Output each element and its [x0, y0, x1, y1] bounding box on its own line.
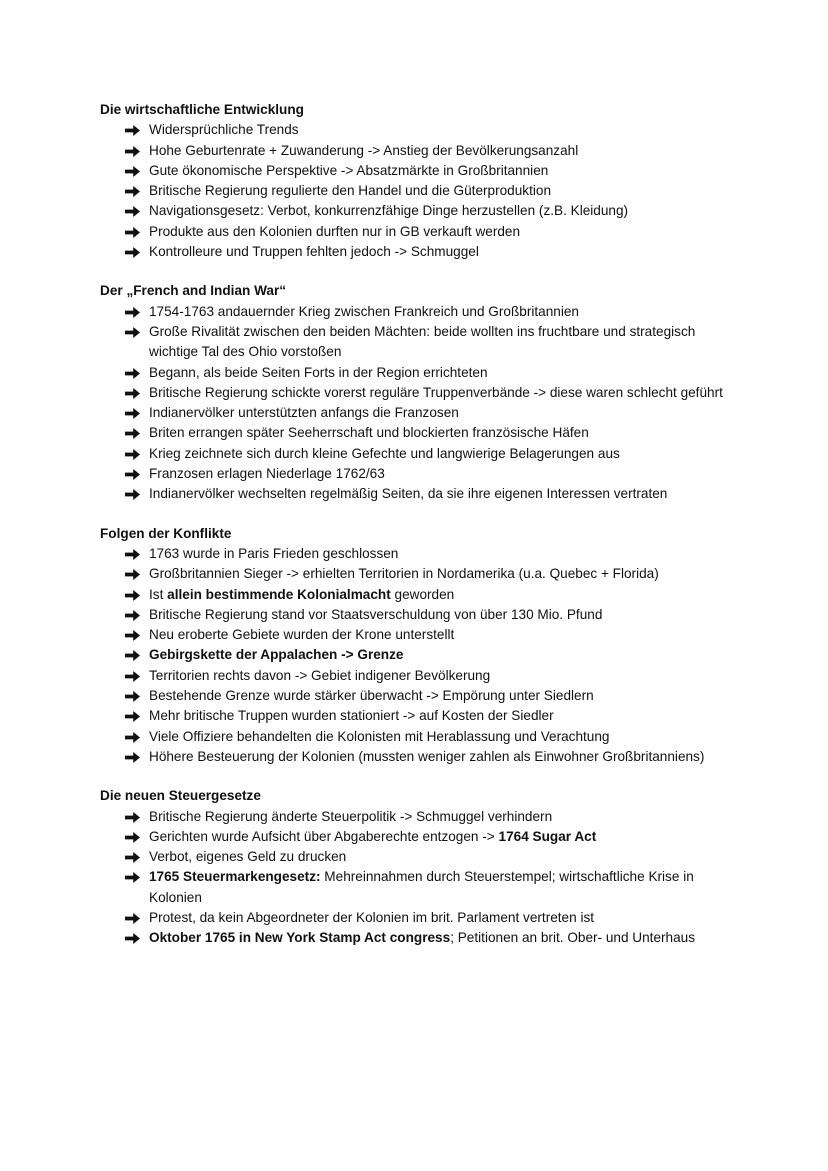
list-item-text	[149, 324, 695, 359]
arrow-bullet-icon	[125, 469, 140, 480]
arrow-bullet-icon	[125, 569, 140, 580]
text-run: Neu eroberte Gebiete wurden der Krone unterstellt	[149, 627, 455, 643]
list-item-text	[149, 203, 628, 218]
list-item-text	[149, 749, 704, 764]
text-run: Höhere Besteuerung der Kolonien (mussten weniger zahlen als Einwohner Großbritanniens)	[149, 748, 705, 764]
arrow-bullet-icon	[125, 388, 140, 399]
text-run: geworden	[390, 586, 455, 602]
list-item-text	[149, 688, 594, 703]
bullet-list	[100, 120, 740, 262]
list-item-text	[149, 425, 589, 440]
bullet-list	[100, 544, 740, 767]
text-run: Britische Regierung änderte Steuerpolitik -> Schmuggel verhindern	[149, 808, 553, 824]
arrow-bullet-icon	[125, 549, 140, 560]
arrow-bullet-icon	[125, 408, 140, 419]
list-item	[100, 363, 740, 383]
arrow-bullet-icon	[125, 732, 140, 743]
text-run: 1763 wurde in Paris Frieden geschlossen	[149, 545, 399, 561]
text-run: Viele Offiziere behandelten die Kolonisten mit Herablassung und Verachtung	[149, 728, 610, 744]
list-item	[100, 645, 740, 665]
arrow-bullet-icon	[125, 146, 140, 157]
text-run: Franzosen erlagen Niederlage 1762/63	[149, 466, 385, 482]
text-run: Mehr britische Truppen wurden stationiert -> auf Kosten der Siedler	[149, 708, 554, 724]
list-item	[100, 161, 740, 181]
list-item	[100, 302, 740, 322]
list-item-text	[149, 627, 454, 642]
text-run: Navigationsgesetz: Verbot, konkurrenzfähige Dinge herzustellen (z.B. Kleidung)	[149, 203, 629, 219]
arrow-bullet-icon	[125, 691, 140, 702]
list-item	[100, 201, 740, 221]
text-run: Gerichten wurde Aufsicht über Abgaberechte entzogen ->	[149, 828, 499, 844]
list-item-text	[149, 466, 385, 481]
list-item	[100, 181, 740, 201]
section-title: Der „French and Indian War“	[100, 283, 287, 299]
list-item-text	[149, 304, 579, 319]
list-item	[100, 141, 740, 161]
text-run: 1754-1763 andauernder Krieg zwischen Frankreich und Großbritannien	[149, 303, 579, 319]
list-item-text	[149, 607, 602, 622]
list-item-text	[149, 385, 723, 400]
arrow-bullet-icon	[125, 166, 140, 177]
list-item	[100, 928, 740, 948]
list-item	[100, 727, 740, 747]
list-item	[100, 464, 740, 484]
text-run: Briten errangen später Seeherrschaft und blockierten französische Häfen	[149, 425, 589, 441]
arrow-bullet-icon	[125, 872, 140, 883]
arrow-bullet-icon	[125, 489, 140, 500]
list-item-text	[149, 365, 488, 380]
arrow-bullet-icon	[125, 125, 140, 136]
arrow-bullet-icon	[125, 610, 140, 621]
text-run: Große Rivalität zwischen den beiden Mächten: beide wollten ins fruchtbare und strategisch wichtige Tal des Ohio vorstoßen	[149, 323, 696, 360]
arrow-bullet-icon	[125, 428, 140, 439]
arrow-bullet-icon	[125, 650, 140, 661]
bold-text-run: Oktober 1765 in New York Stamp Act congress	[149, 930, 451, 946]
arrow-bullet-icon	[125, 368, 140, 379]
arrow-bullet-icon	[125, 832, 140, 843]
list-item	[100, 908, 740, 928]
arrow-bullet-icon	[125, 247, 140, 258]
list-item	[100, 222, 740, 242]
list-item	[100, 747, 740, 767]
bullet-list	[100, 807, 740, 949]
bullet-list	[100, 302, 740, 505]
list-item-text	[149, 163, 548, 178]
section-title: Die neuen Steuergesetze	[100, 788, 261, 804]
text-run: Britische Regierung schickte vorerst reguläre Truppenverbände -> diese waren schlecht geführt	[149, 384, 723, 400]
text-run: Mehreinnahmen durch Steuerstempel; wirtschaftliche Krise in Kolonien	[149, 869, 694, 905]
text-run: Britische Regierung stand vor Staatsverschuldung von über 130 Mio. Pfund	[149, 606, 603, 622]
list-item-text	[149, 546, 398, 561]
list-item	[100, 666, 740, 686]
list-item-text	[149, 566, 659, 581]
arrow-bullet-icon	[125, 812, 140, 823]
arrow-bullet-icon	[125, 186, 140, 197]
text-run: Produkte aus den Kolonien durften nur in GB verkauft werden	[149, 223, 521, 239]
list-item	[100, 444, 740, 464]
list-item	[100, 242, 740, 262]
list-item	[100, 120, 740, 140]
list-item	[100, 686, 740, 706]
arrow-bullet-icon	[125, 752, 140, 763]
list-item	[100, 605, 740, 625]
arrow-bullet-icon	[125, 933, 140, 944]
section-title: Die wirtschaftliche Entwicklung	[100, 102, 304, 117]
text-run: Bestehende Grenze wurde stärker überwacht -> Empörung unter Siedlern	[149, 688, 594, 704]
list-item-text	[149, 446, 620, 461]
list-item	[100, 706, 740, 726]
list-item-text	[149, 143, 578, 158]
arrow-bullet-icon	[125, 671, 140, 682]
text-run: Verbot, eigenes Geld zu drucken	[149, 849, 347, 865]
list-item	[100, 625, 740, 645]
text-run: ; Petitionen an brit. Ober- und Unterhaus	[450, 930, 696, 946]
list-item	[100, 423, 740, 443]
document-page	[100, 100, 740, 968]
text-run: Gute ökonomische Perspektive -> Absatzmärkte in Großbritannien	[149, 162, 549, 178]
list-item-text	[149, 224, 520, 239]
list-item-text	[149, 122, 299, 137]
text-run: Begann, als beide Seiten Forts in der Region errichteten	[149, 364, 488, 380]
list-item	[100, 544, 740, 564]
bold-text-run: Gebirgskette der Appalachen -> Grenze	[149, 647, 404, 663]
arrow-bullet-icon	[125, 449, 140, 460]
list-item	[100, 585, 740, 605]
list-item	[100, 807, 740, 827]
section	[100, 100, 740, 262]
list-item-text	[149, 869, 694, 904]
text-run: Britische Regierung regulierte den Handel und die Güterproduktion	[149, 183, 552, 199]
arrow-bullet-icon	[125, 327, 140, 338]
list-item-text	[149, 486, 667, 501]
list-item	[100, 847, 740, 867]
list-item-text	[149, 647, 403, 662]
list-item-text	[149, 910, 594, 925]
text-run: Kontrolleure und Truppen fehlten jedoch -> Schmuggel	[149, 244, 479, 260]
text-run: Widersprüchliche Trends	[149, 122, 299, 138]
text-run: Indianervölker wechselten regelmäßig Seiten, da sie ihre eigenen Interessen vertraten	[149, 486, 668, 502]
arrow-bullet-icon	[125, 206, 140, 217]
list-item-text	[149, 708, 554, 723]
list-item-text	[149, 183, 551, 198]
arrow-bullet-icon	[125, 913, 140, 924]
arrow-bullet-icon	[125, 590, 140, 601]
text-run: Großbritannien Sieger -> erhielten Territorien in Nordamerika (u.a. Quebec + Florida)	[149, 566, 659, 582]
text-run: Protest, da kein Abgeordneter der Kolonien im brit. Parlament vertreten ist	[149, 909, 595, 925]
list-item	[100, 403, 740, 423]
arrow-bullet-icon	[125, 630, 140, 641]
bold-text-run: allein bestimmende Kolonialmacht	[167, 586, 391, 602]
list-item-text	[149, 829, 596, 844]
arrow-bullet-icon	[125, 227, 140, 238]
list-item-text	[149, 668, 490, 683]
list-item	[100, 322, 740, 363]
section-title: Folgen der Konflikte	[100, 525, 232, 541]
text-run: Indianervölker unterstützten anfangs die Franzosen	[149, 405, 459, 421]
list-item-text	[149, 729, 609, 744]
text-run: Territorien rechts davon -> Gebiet indigener Bevölkerung	[149, 667, 491, 683]
text-run: Hohe Geburtenrate + Zuwanderung -> Anstieg der Bevölkerungsanzahl	[149, 142, 579, 158]
text-run: Krieg zeichnete sich durch kleine Gefechte und langwierige Belagerungen aus	[149, 445, 620, 461]
bold-text-run: 1765 Steuermarkengesetz:	[149, 869, 321, 885]
arrow-bullet-icon	[125, 852, 140, 863]
list-item-text	[149, 849, 346, 864]
section	[100, 786, 740, 948]
list-item	[100, 827, 740, 847]
list-item-text	[149, 930, 695, 945]
bold-text-run: 1764 Sugar Act	[498, 828, 597, 844]
list-item	[100, 383, 740, 403]
text-run: Ist	[149, 586, 168, 602]
list-item-text	[149, 809, 552, 824]
list-item	[100, 564, 740, 584]
list-item-text	[149, 244, 479, 259]
list-item	[100, 867, 740, 908]
arrow-bullet-icon	[125, 711, 140, 722]
list-item-text	[149, 405, 459, 420]
list-item	[100, 484, 740, 504]
section	[100, 281, 740, 504]
list-item-text	[149, 587, 454, 602]
arrow-bullet-icon	[125, 307, 140, 318]
section	[100, 524, 740, 768]
